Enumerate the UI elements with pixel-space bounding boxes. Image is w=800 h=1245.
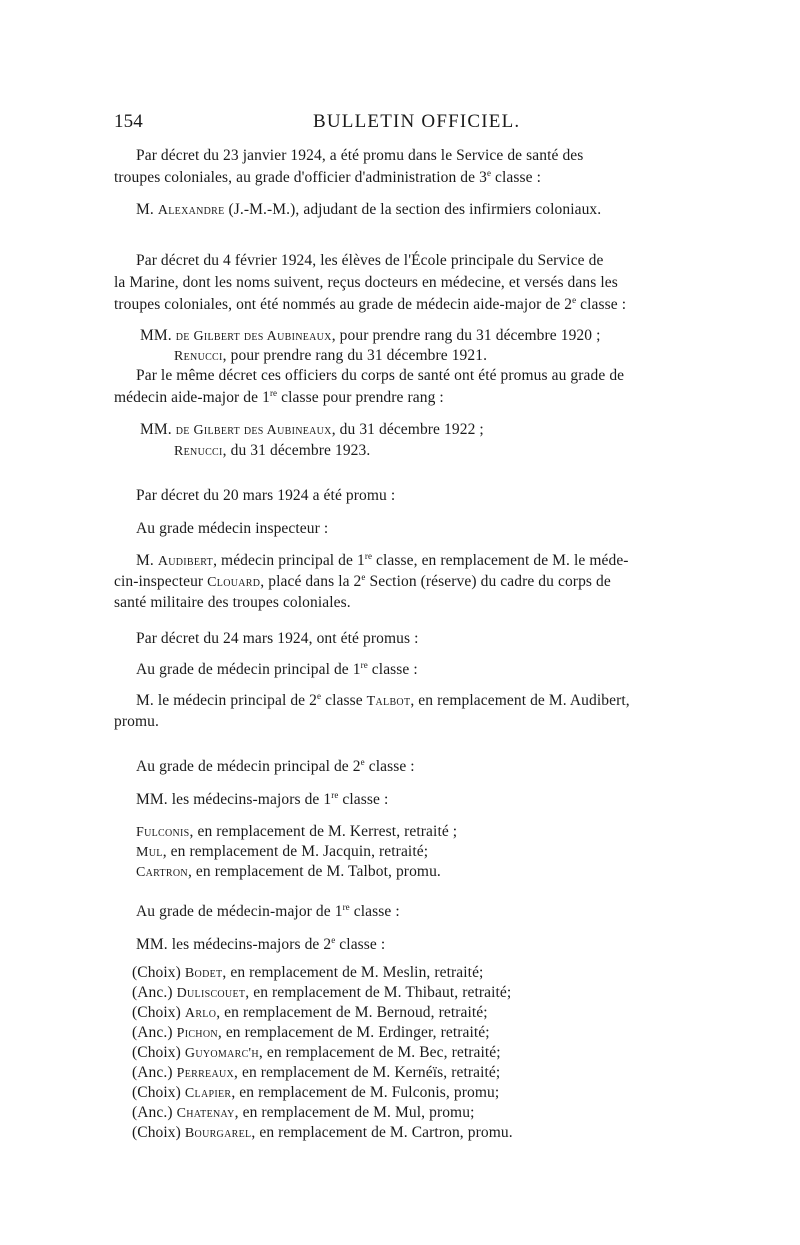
person-name: Audibert — [157, 554, 214, 569]
paragraph-line: MM. de Gilbert des Aubineaux, pour prendre rang du 31 décembre 1920 ; — [140, 327, 601, 344]
list-item: Mul, en remplacement de M. Jacquin, retraité; — [136, 843, 429, 860]
person-name: Talbot — [366, 694, 411, 709]
person-name: Bodet — [184, 966, 223, 981]
paragraph-line: troupes coloniales, au grade d'officier d'administration de 3e classe : — [114, 167, 542, 186]
person-name: de Gilbert des Aubineaux — [175, 423, 332, 438]
person-name: Chatenay — [176, 1106, 235, 1121]
person-name: Perreaux — [176, 1066, 235, 1081]
person-name: Pichon — [176, 1026, 218, 1041]
section-heading: Au grade de médecin-major de 1re classe : — [136, 901, 400, 920]
paragraph-line: cin-inspecteur Clouard, placé dans la 2e Section (réserve) du cadre du corps de — [114, 571, 611, 590]
person-name: de Gilbert des Aubineaux — [175, 329, 332, 344]
paragraph-line: MM. les médecins-majors de 2e classe : — [136, 934, 386, 953]
paragraph-line: MM. les médecins-majors de 1re classe : — [136, 789, 389, 808]
paragraph-line: Par décret du 24 mars 1924, ont été promus : — [136, 630, 419, 647]
promotion-item: (Anc.) Pichon, en remplacement de M. Erdinger, retraité; — [132, 1024, 490, 1041]
paragraph-line: troupes coloniales, ont été nommés au grade de médecin aide-major de 2e classe : — [114, 294, 627, 313]
person-name: Renucci — [174, 444, 223, 459]
promotion-item: (Choix) Clapier, en remplacement de M. Fulconis, promu; — [132, 1084, 500, 1101]
promotion-item: (Anc.) Chatenay, en remplacement de M. Mul, promu; — [132, 1104, 475, 1121]
paragraph-line: Par décret du 20 mars 1924 a été promu : — [136, 487, 396, 504]
promotion-item: (Choix) Bourgarel, en remplacement de M. Cartron, promu. — [132, 1124, 513, 1141]
list-item: Cartron, en remplacement de M. Talbot, promu. — [136, 863, 441, 880]
paragraph-line: la Marine, dont les noms suivent, reçus docteurs en médecine, et versés dans les — [114, 274, 618, 291]
section-heading: Au grade de médecin principal de 2e classe : — [136, 756, 415, 775]
page-title: BULLETIN OFFICIEL. — [313, 111, 521, 132]
person-name: Fulconis — [136, 825, 190, 840]
paragraph-line: M. le médecin principal de 2e classe Talbot, en remplacement de M. Audibert, — [136, 690, 630, 709]
person-name: Cartron — [136, 865, 188, 880]
person-name: Renucci — [174, 349, 223, 364]
paragraph-line: M. Alexandre (J.-M.-M.), adjudant de la section des infirmiers coloniaux. — [136, 201, 602, 218]
paragraph-line: Par décret du 4 février 1924, les élèves de l'École principale du Service de — [136, 252, 604, 269]
promotion-item: (Choix) Guyomarc'h, en remplacement de M. Bec, retraité; — [132, 1044, 501, 1061]
person-name: Arlo — [184, 1006, 217, 1021]
paragraph-line: promu. — [114, 713, 159, 730]
paragraph-line: M. Audibert, médecin principal de 1re classe, en remplacement de M. le méde- — [136, 550, 629, 569]
person-name: Alexandre — [157, 203, 225, 218]
person-name: Bourgarel — [184, 1126, 252, 1141]
paragraph-line: santé militaire des troupes coloniales. — [114, 594, 351, 611]
paragraph-line: Renucci, du 31 décembre 1923. — [174, 442, 371, 459]
person-name: Mul — [136, 845, 163, 860]
list-item: Fulconis, en remplacement de M. Kerrest, retraité ; — [136, 823, 458, 840]
person-name: Clouard — [207, 575, 261, 590]
section-heading: Au grade de médecin principal de 1re classe : — [136, 659, 418, 678]
paragraph-line: MM. de Gilbert des Aubineaux, du 31 décembre 1922 ; — [140, 421, 484, 438]
paragraph-line: Par décret du 23 janvier 1924, a été promu dans le Service de santé des — [136, 147, 584, 164]
promotion-item: (Anc.) Duliscouet, en remplacement de M. Thibaut, retraité; — [132, 984, 512, 1001]
section-heading: Au grade médecin inspecteur : — [136, 520, 329, 537]
person-name: Guyomarc'h — [184, 1046, 259, 1061]
person-name: Clapier — [184, 1086, 232, 1101]
person-name: Duliscouet — [176, 986, 246, 1001]
promotion-item: (Anc.) Perreaux, en remplacement de M. Kernéïs, retraité; — [132, 1064, 501, 1081]
promotion-item: (Choix) Bodet, en remplacement de M. Meslin, retraité; — [132, 964, 484, 981]
promotion-item: (Choix) Arlo, en remplacement de M. Bernoud, retraité; — [132, 1004, 488, 1021]
paragraph-line: médecin aide-major de 1re classe pour prendre rang : — [114, 387, 444, 406]
page-number: 154 — [114, 111, 143, 132]
paragraph-line: Renucci, pour prendre rang du 31 décembre 1921. — [174, 347, 488, 364]
paragraph-line: Par le même décret ces officiers du corps de santé ont été promus au grade de — [136, 367, 625, 384]
